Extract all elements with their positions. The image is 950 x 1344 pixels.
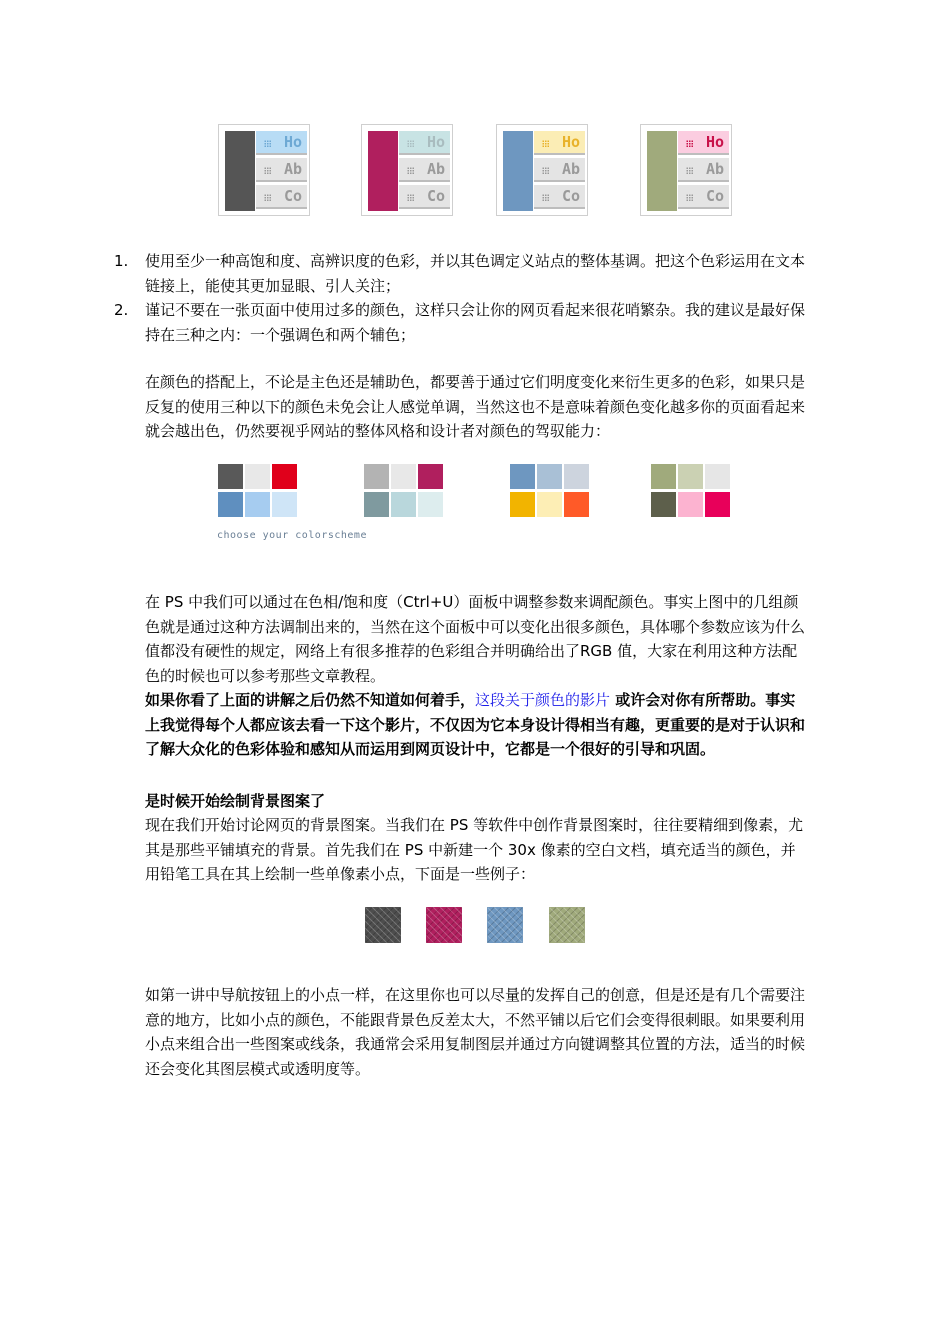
list-item-2: 谨记不要在一张页面中使用过多的颜色，这样只会让你的网页看起来很花哨繁杂。我的建议是最好保持在三种之内：一个强调色和两个辅色； bbox=[145, 301, 806, 344]
theme-thumbnail bbox=[361, 124, 453, 216]
dot-pattern-icon bbox=[264, 167, 271, 174]
theme-nav-row bbox=[399, 158, 450, 182]
background-pattern-tile bbox=[426, 907, 462, 943]
theme-color-bar bbox=[368, 131, 398, 211]
dot-pattern-icon bbox=[407, 140, 414, 147]
list-number-1: 1. bbox=[114, 252, 129, 270]
video-rest-text: 或许会对你有所帮助。事实上我觉得每个人都应该去看一下这个影片，不仅因为它本身设计得相当有趣，更重要的是对于认识和了解大众化的色彩体验和感知从而运用到网页设计中，它都是一个很好的引导和巩固。 bbox=[145, 691, 806, 758]
paragraph-video-recommendation bbox=[145, 688, 810, 762]
dot-pattern-icon bbox=[686, 140, 693, 147]
paragraph-dot-tips: 如第一讲中导航按钮上的小点一样，在这里你也可以尽量的发挥自己的创意，但是还是有几个需要注意的地方，比如小点的颜色，不能跟背景色反差太大，不然平铺以后它们会变得很刺眼。如果要利用小点来组合出一些图案或线条，我通常会采用复制图层并通过方向键调整其位置的方法，适当的时候还会变化其图层模式或透明度等。 bbox=[145, 986, 806, 1078]
theme-nav-row bbox=[256, 158, 307, 182]
color-swatch bbox=[537, 464, 562, 489]
color-swatch bbox=[391, 464, 416, 489]
dot-pattern-icon bbox=[264, 194, 271, 201]
theme-nav-row bbox=[399, 131, 450, 155]
theme-nav-row bbox=[256, 131, 307, 155]
section-heading: 是时候开始绘制背景图案了 bbox=[145, 792, 326, 810]
color-swatch bbox=[510, 492, 535, 517]
theme-thumbnail bbox=[218, 124, 310, 216]
color-swatch bbox=[705, 464, 730, 489]
theme-nav-label: Ab bbox=[427, 160, 446, 178]
color-video-link[interactable]: 这段关于颜色的影片 bbox=[475, 691, 611, 709]
theme-nav-label: Co bbox=[284, 187, 303, 205]
theme-nav-row bbox=[399, 185, 450, 209]
color-swatch bbox=[564, 492, 589, 517]
color-swatch bbox=[218, 492, 243, 517]
color-swatch bbox=[678, 492, 703, 517]
list-number-2: 2. bbox=[114, 301, 129, 319]
dot-pattern-icon bbox=[542, 140, 549, 147]
color-swatch bbox=[564, 464, 589, 489]
theme-thumbnail bbox=[640, 124, 732, 216]
theme-nav-label: Ab bbox=[284, 160, 303, 178]
color-swatch bbox=[364, 464, 389, 489]
theme-nav-label: Ho bbox=[706, 133, 725, 151]
theme-nav-label: Co bbox=[427, 187, 446, 205]
dot-pattern-icon bbox=[264, 140, 271, 147]
theme-color-bar bbox=[647, 131, 677, 211]
theme-nav-label: Ho bbox=[562, 133, 581, 151]
theme-nav-row bbox=[678, 158, 729, 182]
theme-nav-label: Ab bbox=[562, 160, 581, 178]
theme-nav-label: Co bbox=[562, 187, 581, 205]
theme-nav-label: Co bbox=[706, 187, 725, 205]
color-swatch bbox=[272, 492, 297, 517]
theme-color-bar bbox=[503, 131, 533, 211]
color-swatch bbox=[364, 492, 389, 517]
list-item-1: 使用至少一种高饱和度、高辨识度的色彩，并以其色调定义站点的整体基调。把这个色彩运用在文本链接上，能使其更加显眼、引人关注； bbox=[145, 252, 806, 295]
color-swatch bbox=[245, 492, 270, 517]
color-swatch bbox=[678, 464, 703, 489]
paragraph-background-pattern: 现在我们开始讨论网页的背景图案。当我们在 PS 等软件中创作背景图案时，往往要精细到像素，尤其是那些平铺填充的背景。首先我们在 PS 中新建一个 30x 像素的空白文档，填充适当的颜色，并用铅笔工具在其上绘制一些单像素小点，下面是一些例子： bbox=[145, 816, 804, 883]
theme-nav-label: Ab bbox=[706, 160, 725, 178]
color-swatch bbox=[651, 464, 676, 489]
paragraph-hue-saturation: 在 PS 中我们可以通过在色相/饱和度（Ctrl+U）面板中调整参数来调配颜色。事实上图中的几组颜色就是通过这种方法调制出来的，当然在这个面板中可以变化出很多颜色，具体哪个参数应该为什么值都没有硬性的规定，网络上有很多推荐的色彩组合并明确给出了RGB 值，大家在利用这种方法配色的时候也可以参考那些文章教程。 bbox=[145, 593, 806, 685]
theme-nav-label: Ho bbox=[427, 133, 446, 151]
color-swatch bbox=[651, 492, 676, 517]
theme-nav-row bbox=[534, 185, 585, 209]
theme-nav-row bbox=[678, 185, 729, 209]
color-swatch bbox=[218, 464, 243, 489]
background-pattern-tile bbox=[549, 907, 585, 943]
dot-pattern-icon bbox=[542, 167, 549, 174]
video-intro-text: 如果你看了上面的讲解之后仍然不知道如何着手， bbox=[145, 691, 476, 709]
theme-nav-row bbox=[678, 131, 729, 155]
background-pattern-tile bbox=[365, 907, 401, 943]
dot-pattern-icon bbox=[407, 194, 414, 201]
color-swatch bbox=[418, 492, 443, 517]
theme-color-bar bbox=[225, 131, 255, 211]
theme-nav-label: Ho bbox=[284, 133, 303, 151]
theme-nav-row bbox=[256, 185, 307, 209]
dot-pattern-icon bbox=[686, 194, 693, 201]
color-swatch bbox=[705, 492, 730, 517]
dot-pattern-icon bbox=[407, 167, 414, 174]
theme-nav-row bbox=[534, 158, 585, 182]
dot-pattern-icon bbox=[686, 167, 693, 174]
dot-pattern-icon bbox=[542, 194, 549, 201]
paragraph-color-variation: 在颜色的搭配上，不论是主色还是辅助色，都要善于通过它们明度变化来衍生更多的色彩，如果只是反复的使用三种以下的颜色未免会让人感觉单调，当然这也不是意味着颜色变化越多你的页面看起来就会越出色，仍然要视乎网站的整体风格和设计者对颜色的驾驭能力： bbox=[145, 373, 806, 440]
background-pattern-tile bbox=[487, 907, 523, 943]
color-swatch bbox=[510, 464, 535, 489]
color-swatch bbox=[272, 464, 297, 489]
theme-thumbnail bbox=[496, 124, 588, 216]
color-swatch bbox=[537, 492, 562, 517]
palette-caption: choose your colorscheme bbox=[217, 530, 367, 541]
color-swatch bbox=[391, 492, 416, 517]
color-swatch bbox=[418, 464, 443, 489]
color-swatch bbox=[245, 464, 270, 489]
theme-nav-row bbox=[534, 131, 585, 155]
